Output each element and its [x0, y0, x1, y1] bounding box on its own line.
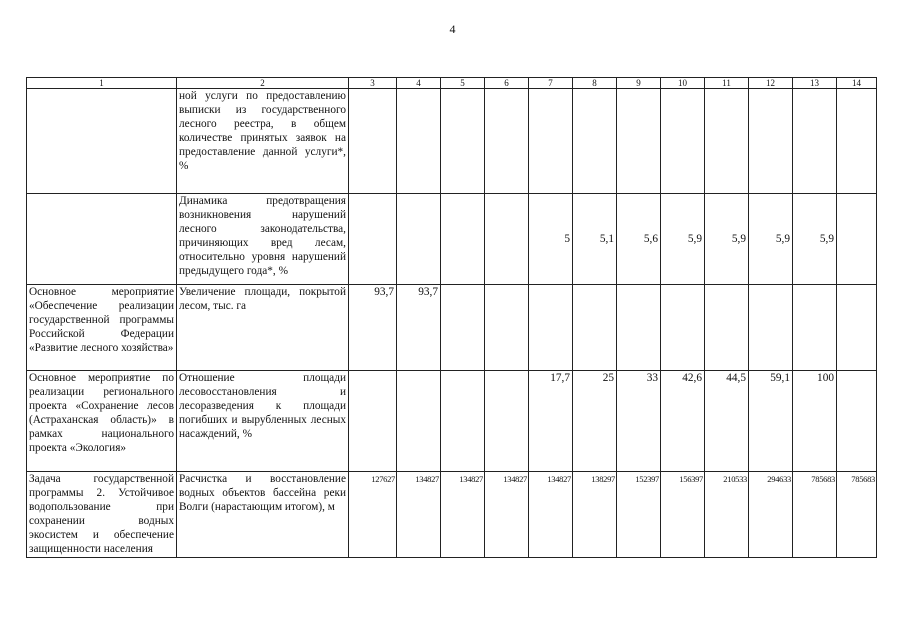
value-cell: 785683 — [837, 472, 877, 558]
table-row — [27, 472, 877, 558]
value-cell — [349, 194, 397, 285]
value-cell — [573, 89, 617, 194]
value-cell: 5,9 — [705, 194, 749, 285]
table-row — [27, 89, 877, 194]
value-cell — [617, 89, 661, 194]
value-cell — [705, 89, 749, 194]
value-cell — [397, 371, 441, 472]
activity-cell — [27, 194, 177, 285]
value-cell — [397, 194, 441, 285]
header-cell: 11 — [705, 78, 749, 89]
value-cell: 127627 — [349, 472, 397, 558]
value-cell: 59,1 — [749, 371, 793, 472]
table-row — [27, 371, 877, 472]
value-cell — [441, 194, 485, 285]
value-cell — [485, 194, 529, 285]
value-cell: 294633 — [749, 472, 793, 558]
value-cell — [661, 89, 705, 194]
value-cell: 5,9 — [793, 194, 837, 285]
value-cell: 156397 — [661, 472, 705, 558]
header-cell: 1 — [27, 78, 177, 89]
table-row — [27, 194, 877, 285]
value-cell — [529, 285, 573, 371]
value-cell — [837, 89, 877, 194]
value-cell — [793, 285, 837, 371]
value-cell — [441, 285, 485, 371]
value-cell — [837, 371, 877, 472]
value-cell — [485, 285, 529, 371]
page-number: 4 — [449, 22, 456, 36]
header-cell: 12 — [749, 78, 793, 89]
value-cell: 785683 — [793, 472, 837, 558]
value-cell: 25 — [573, 371, 617, 472]
value-cell — [529, 89, 573, 194]
value-cell — [441, 371, 485, 472]
value-cell: 5,9 — [661, 194, 705, 285]
value-cell — [349, 89, 397, 194]
value-cell — [661, 285, 705, 371]
indicator-cell: Отношение площади лесовосстановления и лесоразведения к площади погибших и вырубленных лесных насаждений, % — [177, 371, 349, 472]
value-cell — [397, 89, 441, 194]
indicators-table — [26, 77, 877, 558]
value-cell — [837, 194, 877, 285]
indicator-cell: ной услуги по предоставлению выписки из государственного лесного реестра, в общем количестве принятых заявок на предоставление данной услуги*, % — [177, 89, 349, 194]
header-cell: 6 — [485, 78, 529, 89]
value-cell: 5,1 — [573, 194, 617, 285]
header-cell: 14 — [837, 78, 877, 89]
value-cell — [485, 89, 529, 194]
value-cell: 93,7 — [397, 285, 441, 371]
activity-cell — [27, 89, 177, 194]
activity-cell: Основное мероприятие по реализации регионального проекта «Сохранение лесов (Астраханская область)» в рамках национального проекта «Экология» — [27, 371, 177, 472]
value-cell: 5,6 — [617, 194, 661, 285]
value-cell — [705, 285, 749, 371]
header-cell: 5 — [441, 78, 485, 89]
value-cell — [617, 285, 661, 371]
value-cell: 44,5 — [705, 371, 749, 472]
value-cell — [573, 285, 617, 371]
value-cell: 134827 — [397, 472, 441, 558]
indicator-cell: Расчистка и восстановление водных объектов бассейна реки Волги (нарастающим итогом), м — [177, 472, 349, 558]
header-cell: 8 — [573, 78, 617, 89]
indicator-cell: Увеличение площади, покрытой лесом, тыс. га — [177, 285, 349, 371]
header-cell: 13 — [793, 78, 837, 89]
value-cell: 152397 — [617, 472, 661, 558]
value-cell — [749, 89, 793, 194]
value-cell: 33 — [617, 371, 661, 472]
header-cell: 10 — [661, 78, 705, 89]
table-row — [27, 285, 877, 371]
header-cell: 3 — [349, 78, 397, 89]
value-cell: 5 — [529, 194, 573, 285]
activity-cell: Задача государственной программы 2. Устойчивое водопользование при сохранении водных экосистем и обеспечение защищенности населения — [27, 472, 177, 558]
value-cell — [793, 89, 837, 194]
value-cell — [485, 371, 529, 472]
value-cell: 210533 — [705, 472, 749, 558]
value-cell: 138297 — [573, 472, 617, 558]
header-cell: 9 — [617, 78, 661, 89]
value-cell: 17,7 — [529, 371, 573, 472]
header-cell: 7 — [529, 78, 573, 89]
value-cell — [837, 285, 877, 371]
value-cell: 100 — [793, 371, 837, 472]
header-cell: 2 — [177, 78, 349, 89]
value-cell: 93,7 — [349, 285, 397, 371]
activity-cell: Основное мероприятие «Обеспечение реализации государственной программы Российской Федерации «Развитие лесного хозяйства» — [27, 285, 177, 371]
indicator-cell: Динамика предотвращения возникновения нарушений лесного законодательства, причиняющих вред лесам, относительно уровня нарушений предыдущего года*, % — [177, 194, 349, 285]
value-cell: 134827 — [485, 472, 529, 558]
value-cell: 134827 — [529, 472, 573, 558]
value-cell: 42,6 — [661, 371, 705, 472]
value-cell — [749, 285, 793, 371]
table-header-row — [27, 78, 877, 89]
header-cell: 4 — [397, 78, 441, 89]
value-cell: 5,9 — [749, 194, 793, 285]
value-cell — [441, 89, 485, 194]
value-cell: 134827 — [441, 472, 485, 558]
value-cell — [349, 371, 397, 472]
